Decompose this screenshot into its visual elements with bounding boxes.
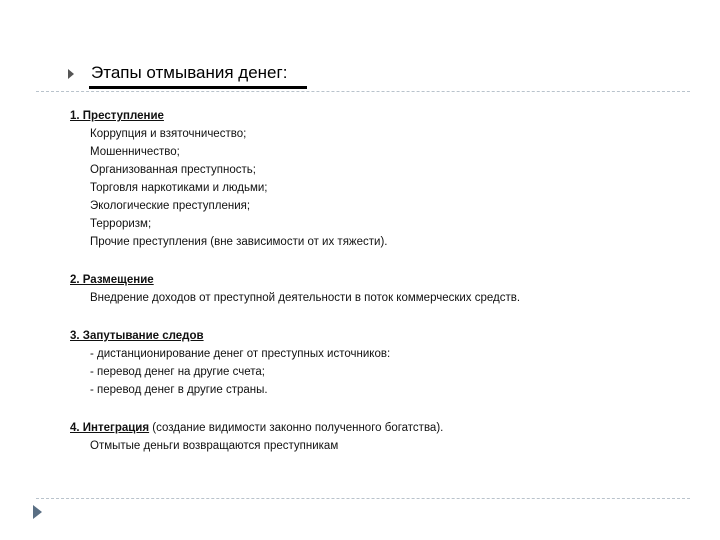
section-heading <box>70 107 680 125</box>
section-layering <box>70 327 680 399</box>
list-item: Прочие преступления (вне зависимости от их тяжести). <box>90 236 388 248</box>
list-item: Мошенничество; <box>90 146 180 158</box>
list-item: Внедрение доходов от преступной деятельности в поток коммерческих средств. <box>90 292 521 304</box>
list-item: Торговля наркотиками и людьми; <box>90 182 268 194</box>
list-item: Коррупция и взяточничество; <box>90 128 247 140</box>
section-integration <box>70 419 680 455</box>
section-heading <box>70 327 680 345</box>
section-heading-note: (создание видимости законно полученного богатства). <box>149 422 444 434</box>
bottom-divider <box>36 498 690 499</box>
list-item: - перевод денег в другие страны. <box>90 384 268 396</box>
slide-title: Этапы отмывания денег: <box>91 63 288 82</box>
list-item: - перевод денег на другие счета; <box>90 366 265 378</box>
list-item: Отмытые деньги возвращаются преступникам <box>90 440 339 452</box>
title-underline <box>89 86 307 89</box>
list-item: - дистанционирование денег от преступных источников: <box>90 348 391 360</box>
triangle-right-icon <box>68 69 74 79</box>
list-item: Экологические преступления; <box>90 200 251 212</box>
section-heading <box>70 419 680 437</box>
section-heading <box>70 271 680 289</box>
section-crime <box>70 107 680 251</box>
list-item: Организованная преступность; <box>90 164 256 176</box>
list-item: Терроризм; <box>90 218 152 230</box>
slide-body <box>70 107 680 475</box>
section-heading-text: 1. Преступление <box>70 110 164 122</box>
section-heading-text: 4. Интеграция <box>70 422 150 434</box>
top-divider <box>36 91 690 92</box>
section-heading-text: 2. Размещение <box>70 274 154 286</box>
next-slide-arrow-icon[interactable] <box>33 505 42 519</box>
section-placement <box>70 271 680 307</box>
section-heading-text: 3. Запутывание следов <box>70 330 204 342</box>
